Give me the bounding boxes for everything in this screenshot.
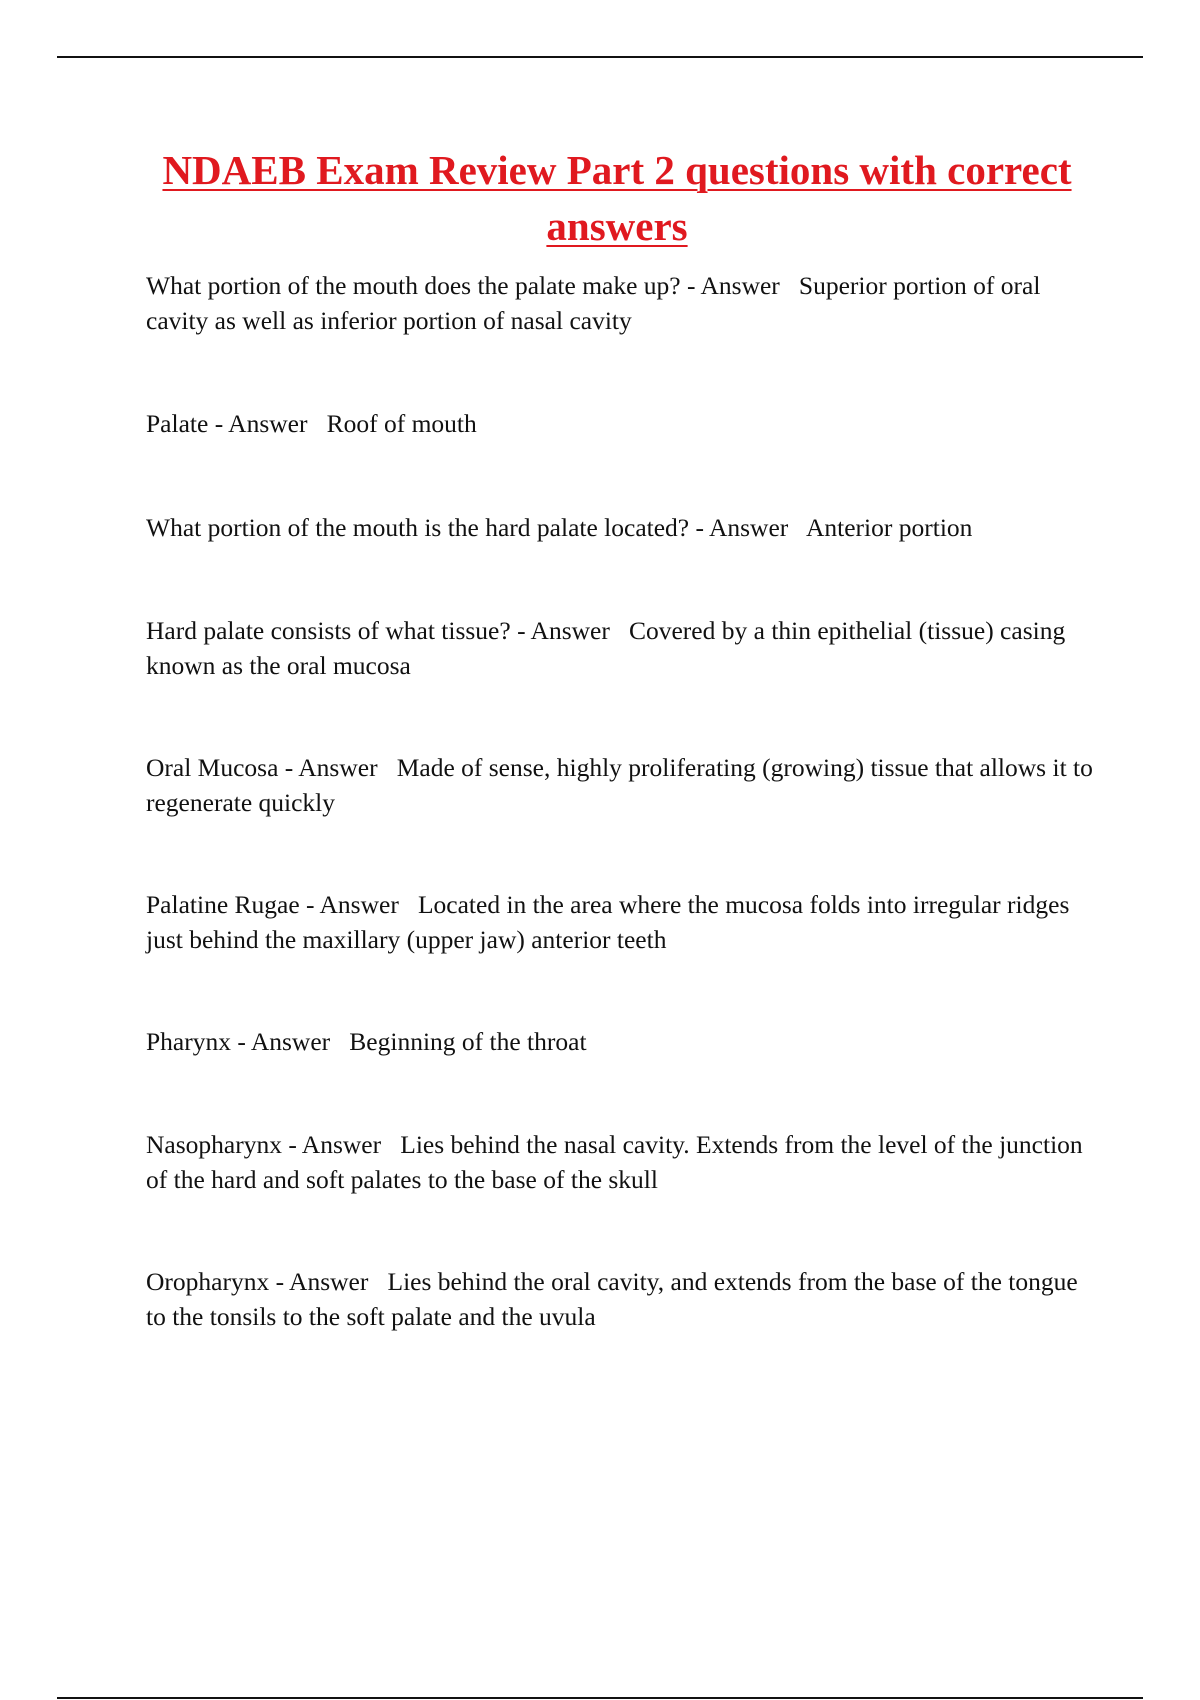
- qa-answer: Roof of mouth: [326, 409, 477, 438]
- qa-item: [146, 510, 1096, 613]
- qa-item: [146, 887, 1096, 1024]
- qa-list: [146, 268, 1100, 1354]
- qa-separator: - Answer: [281, 1130, 401, 1159]
- qa-answer: Lies behind the nasal cavity. Extends from the level of the junction of the hard and soft palates to the base of the skull: [146, 1130, 1090, 1194]
- document-title: NDAEB Exam Review Part 2 questions with correct answers: [162, 147, 1072, 249]
- qa-separator: - Answer: [680, 271, 799, 300]
- qa-term: Palatine Rugae: [146, 890, 300, 919]
- top-rule: [57, 56, 1143, 58]
- qa-term: Pharynx: [146, 1027, 231, 1056]
- qa-separator: - Answer: [689, 513, 806, 542]
- qa-separator: - Answer: [278, 753, 397, 782]
- qa-answer: Anterior portion: [805, 513, 973, 542]
- qa-answer: Located in the area where the mucosa folds into irregular ridges just behind the maxillary (upper jaw) anterior teeth: [146, 890, 1076, 954]
- qa-separator: - Answer: [208, 409, 327, 438]
- qa-item: [146, 1024, 1096, 1127]
- qa-answer: Made of sense, highly proliferating (growing) tissue that allows it to regenerate quickly: [146, 753, 1100, 817]
- qa-answer: Covered by a thin epithelial (tissue) casing known as the oral mucosa: [146, 616, 1072, 680]
- qa-item: [146, 268, 1096, 406]
- qa-term: What portion of the mouth is the hard palate located?: [146, 513, 690, 542]
- qa-item: [146, 406, 1096, 510]
- qa-term: Oropharynx: [146, 1267, 270, 1296]
- qa-item: [146, 1264, 1096, 1354]
- qa-separator: - Answer: [231, 1027, 350, 1056]
- qa-separator: - Answer: [299, 890, 418, 919]
- qa-separator: - Answer: [510, 616, 629, 645]
- qa-answer: Superior portion of oral cavity as well as inferior portion of nasal cavity: [146, 271, 1047, 335]
- qa-item: [146, 1127, 1096, 1264]
- qa-term: Palate: [146, 409, 209, 438]
- qa-separator: - Answer: [269, 1267, 388, 1296]
- qa-term: Hard palate consists of what tissue?: [146, 616, 511, 645]
- qa-answer: Beginning of the throat: [349, 1027, 587, 1056]
- qa-term: Nasopharynx: [146, 1130, 282, 1159]
- bottom-rule: [57, 1697, 1143, 1699]
- qa-term: What portion of the mouth does the palate make up?: [146, 271, 681, 300]
- qa-item: [146, 613, 1096, 750]
- qa-answer: Lies behind the oral cavity, and extends from the base of the tongue to the tonsils to the soft palate and the uvula: [146, 1267, 1085, 1331]
- qa-term: Oral Mucosa: [146, 753, 279, 782]
- qa-item: [146, 750, 1100, 887]
